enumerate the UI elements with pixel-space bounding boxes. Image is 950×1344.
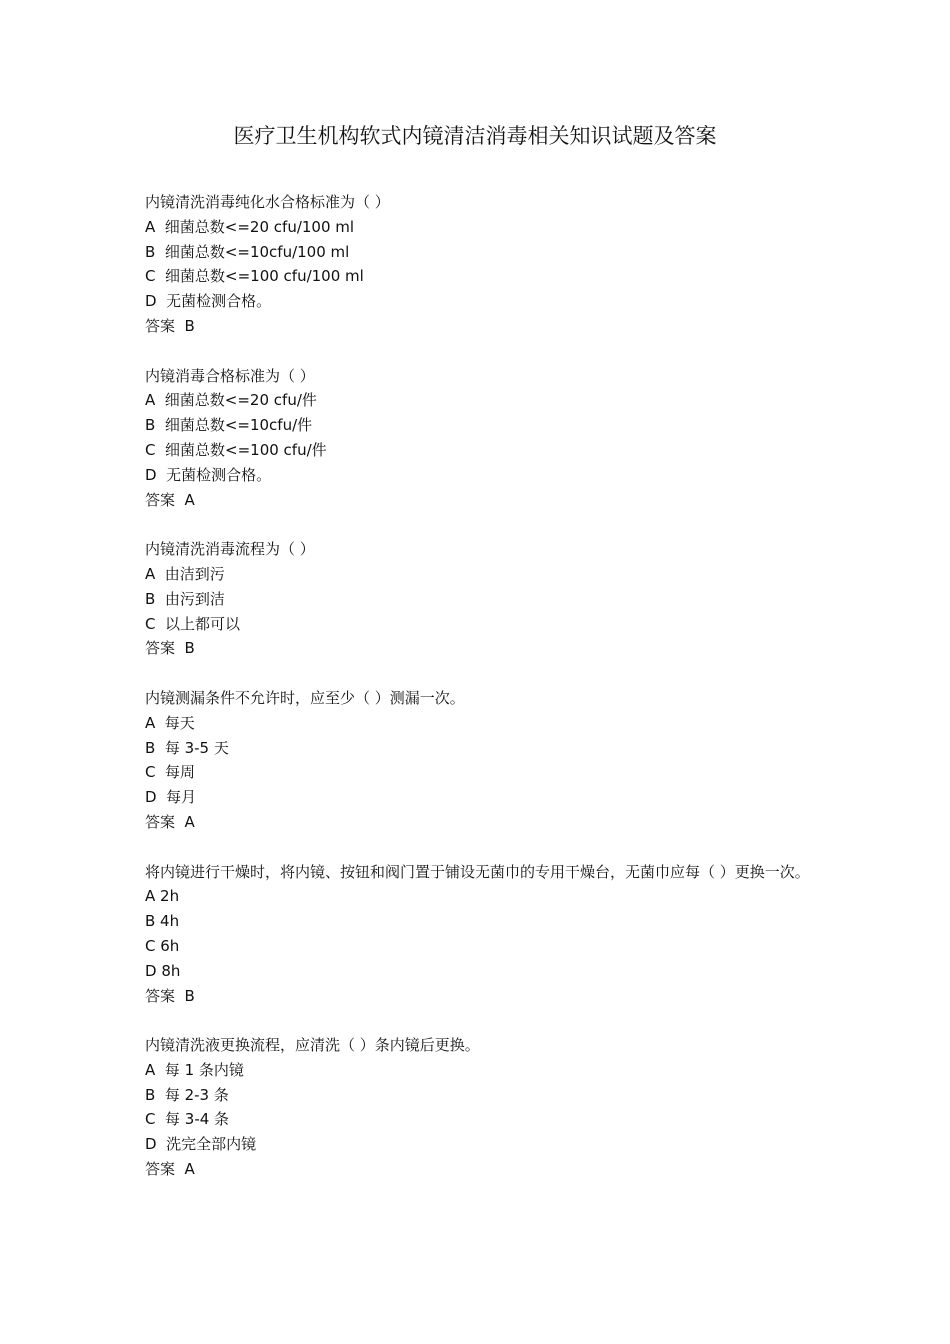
option-b: B 每 3-5 天 [145,738,229,757]
answer-key: 答案 A [145,1160,195,1179]
question-1 [145,190,815,339]
option-a: A 每天 [145,713,195,732]
option-a: A 2h [145,887,180,906]
question-stem: 将内镜进行干燥时，将内镜、按钮和阀门置于铺设无菌巾的专用干燥台，无菌巾应每（ ）更换一次。 [145,862,810,881]
option-d: D 无菌检测合格。 [145,292,272,311]
option-c: C 细菌总数<=100 cfu/100 ml [145,267,364,286]
option-c: C 6h [145,936,180,955]
question-4 [145,686,815,835]
answer-key: 答案 B [145,316,195,335]
answer-key: 答案 A [145,812,195,831]
option-d: D 洗完全部内镜 [145,1135,257,1154]
option-d: D 每月 [145,788,197,807]
option-b: B 由污到洁 [145,589,225,608]
option-c: C 以上都可以 [145,614,241,633]
option-a: A 由洁到污 [145,564,225,583]
option-b: B 细菌总数<=10cfu/100 ml [145,242,350,261]
option-b: B 细菌总数<=10cfu/件 [145,416,313,435]
option-c: C 每周 [145,763,196,782]
question-5 [145,860,815,1009]
option-d: D 8h [145,961,181,980]
question-6 [145,1033,815,1182]
question-2 [145,364,815,513]
question-stem: 内镜清洗消毒纯化水合格标准为（ ） [145,193,390,211]
answer-key: 答案 A [145,490,195,509]
option-b: B 每 2-3 条 [145,1085,229,1104]
question-list [145,190,815,1207]
option-a: A 细菌总数<=20 cfu/件 [145,391,317,410]
question-stem: 内镜测漏条件不允许时，应至少（ ）测漏一次。 [145,688,465,707]
option-c: C 每 3-4 条 [145,1110,230,1129]
answer-key: 答案 B [145,986,195,1005]
option-c: C 细菌总数<=100 cfu/件 [145,440,327,459]
question-stem: 内镜清洗消毒流程为（ ） [145,540,315,559]
option-a: A 每 1 条内镜 [145,1060,244,1079]
question-stem: 内镜清洗液更换流程，应清洗（ ）条内镜后更换。 [145,1036,480,1055]
question-3 [145,537,815,661]
document-title: 医疗卫生机构软式内镜清洁消毒相关知识试题及答案 [233,124,717,148]
option-d: D 无菌检测合格。 [145,465,272,484]
answer-key: 答案 B [145,639,195,658]
option-b: B 4h [145,912,180,931]
question-stem: 内镜消毒合格标准为（ ） [145,366,315,385]
option-a: A 细菌总数<=20 cfu/100 ml [145,217,355,236]
